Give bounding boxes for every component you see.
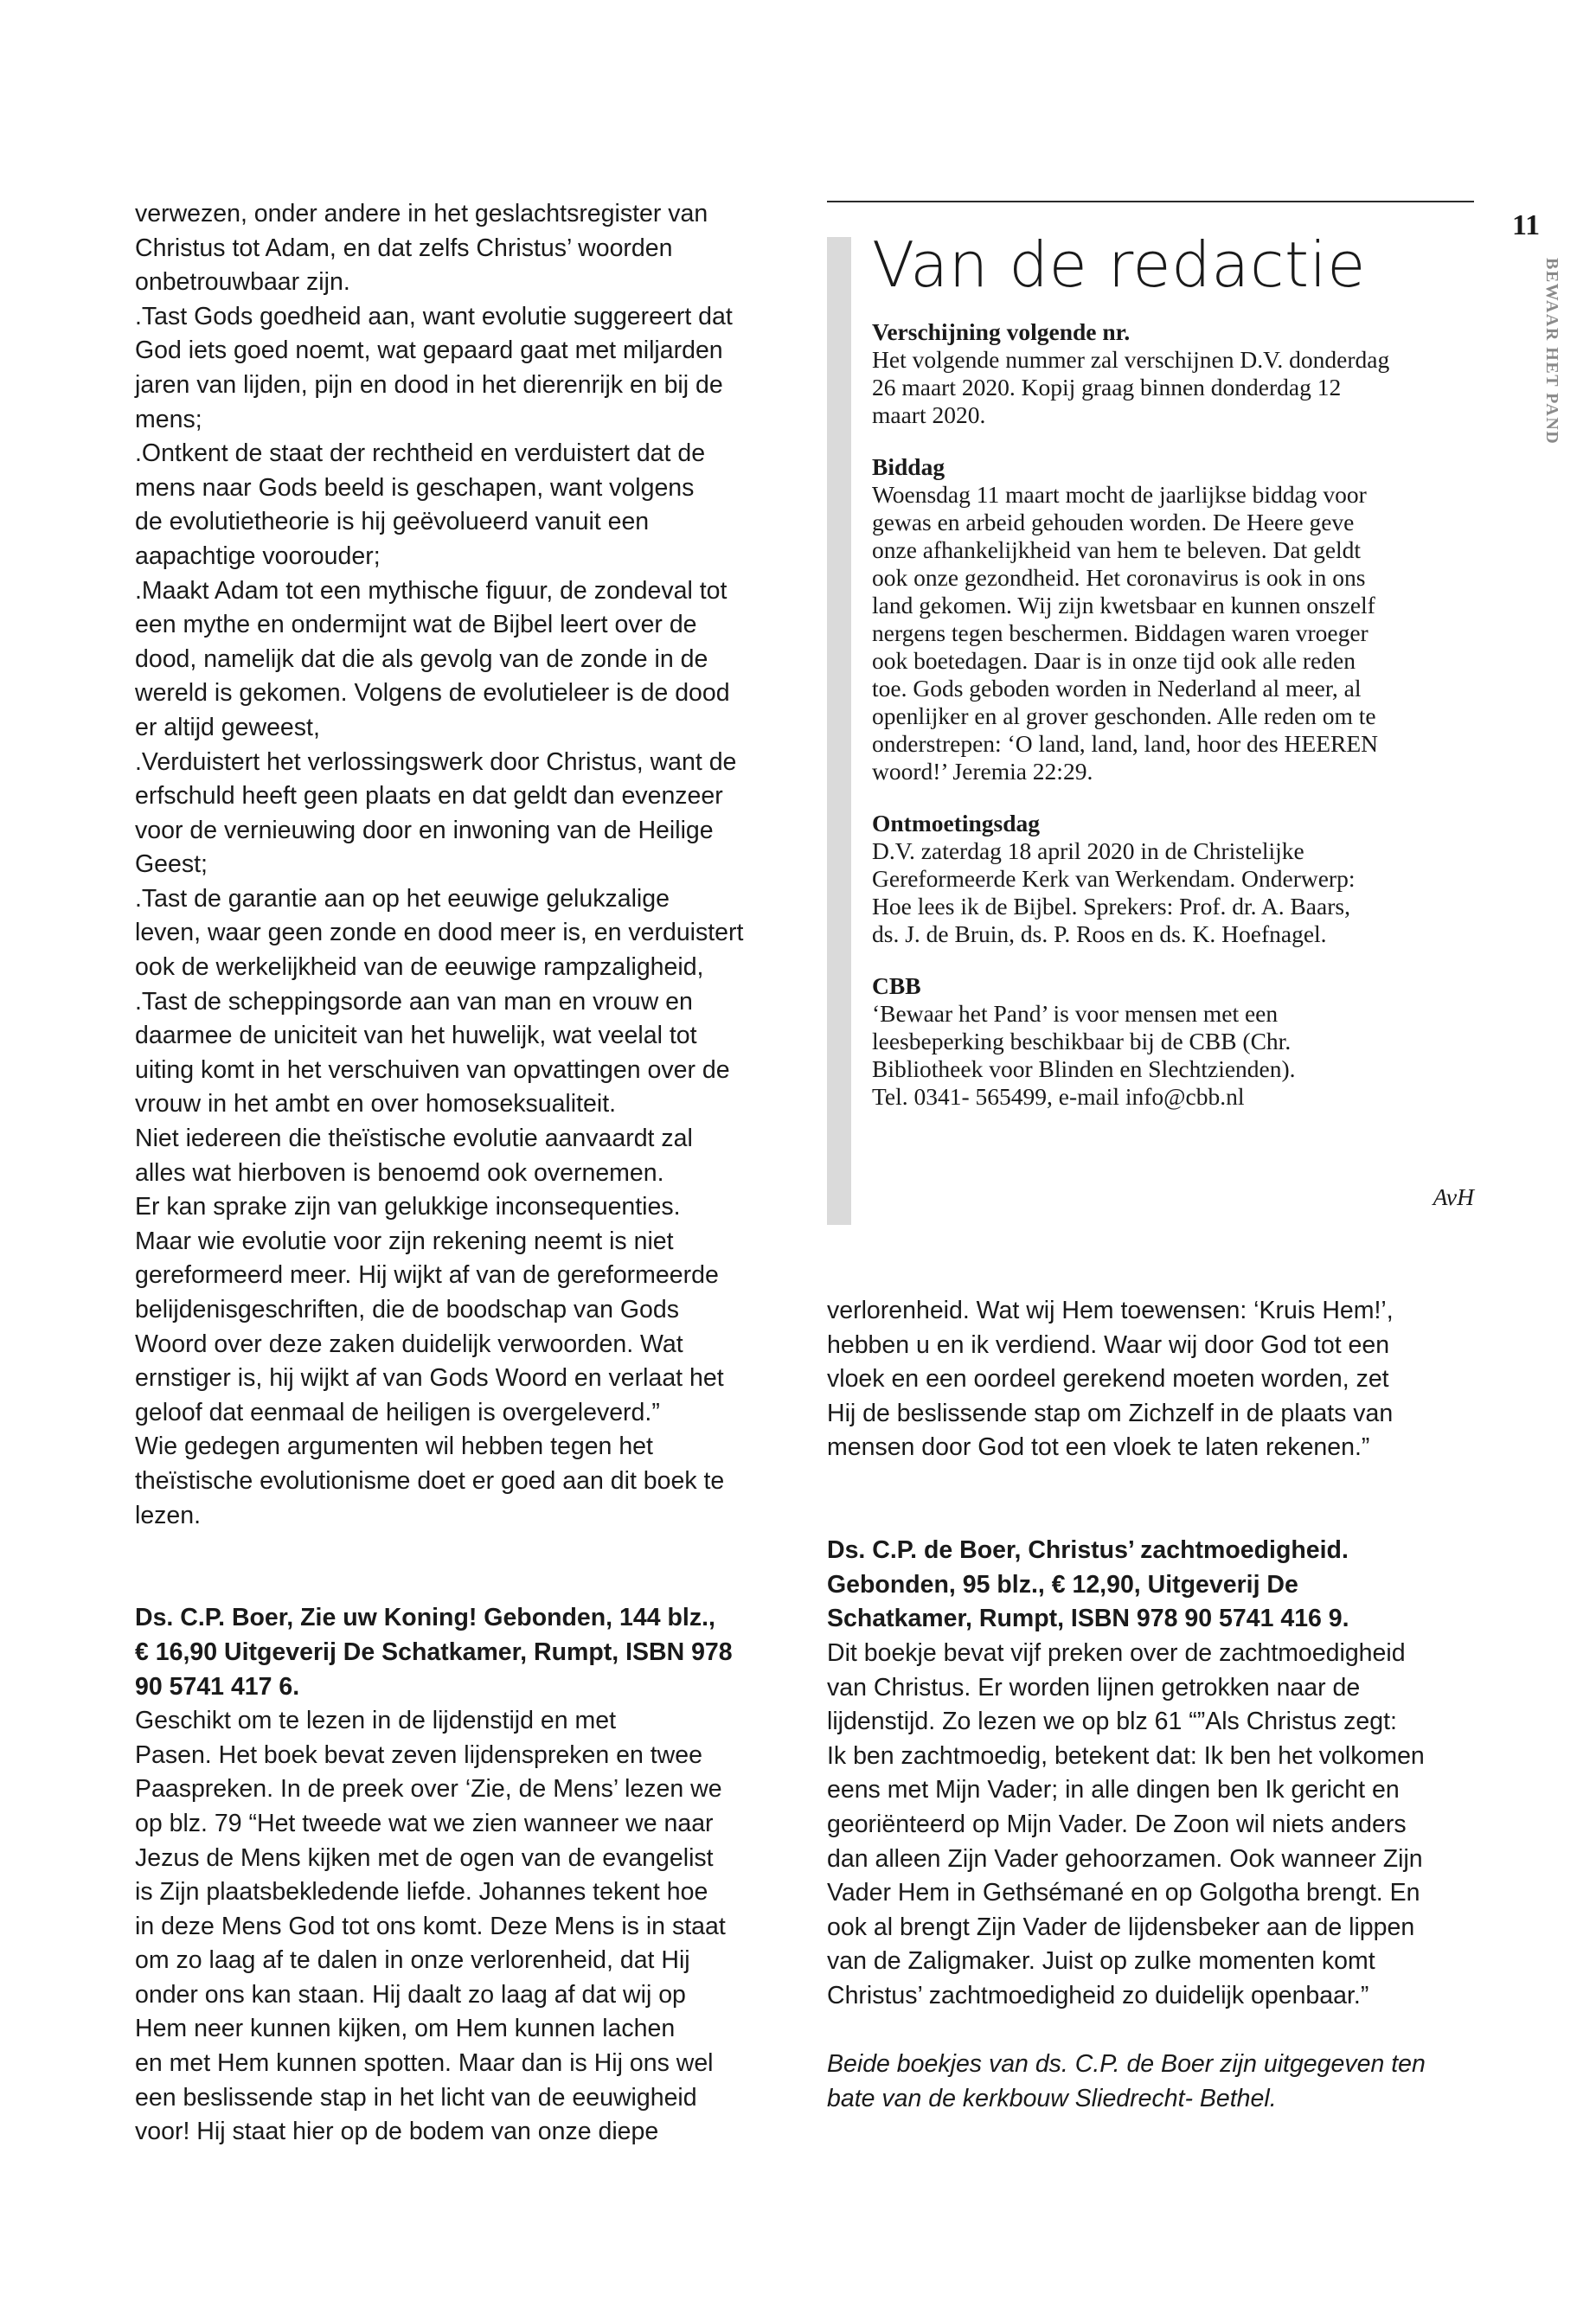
section-line: gewas en arbeid gehouden worden. De Heere geve xyxy=(872,509,1355,535)
text-line: vrouw in het ambt en over homoseksualiteit. xyxy=(135,1090,617,1118)
text-line: Christus’ zachtmoedigheid zo duidelijk openbaar.” xyxy=(827,1981,1369,2009)
section-heading: Ontmoetingsdag xyxy=(872,810,1041,836)
text-line: er altijd geweest, xyxy=(135,713,320,741)
text-line: daarmee de uniciteit van het huwelijk, wat veelal tot xyxy=(135,1022,697,1050)
left-column xyxy=(135,197,792,2150)
section-line: 26 maart 2020. Kopij graag binnen donderdag 12 xyxy=(872,374,1342,401)
text-line: God iets goed noemt, wat gepaard gaat met miljarden xyxy=(135,336,723,365)
text-line: ook de werkelijkheid van de eeuwige rampzaligheid, xyxy=(135,953,704,982)
text-line: ook al brengt Zijn Vader de lijdensbeker aan de lippen xyxy=(827,1913,1415,1941)
section-line: ds. J. de Bruin, ds. P. Roos en ds. K. Hoefnagel. xyxy=(872,920,1327,947)
text-line: verlorenheid. Wat wij Hem toewensen: ‘Kruis Hem!’, xyxy=(827,1297,1394,1324)
text-line: .Maakt Adam tot een mythische figuur, de zondeval tot xyxy=(135,576,727,605)
text-line: Gebonden, 95 blz., € 12,90, Uitgeverij De xyxy=(827,1570,1298,1599)
text-line: .Ontkent de staat der rechtheid en verduistert dat de xyxy=(135,439,706,468)
section-line: onderstrepen: ‘O land, land, land, hoor des HEEREN xyxy=(872,730,1378,757)
text-line: een mythe en ondermijnt wat de Bijbel leert over de xyxy=(135,611,697,639)
text-line: Christus tot Adam, en dat zelfs Christus’ woorden xyxy=(135,234,673,262)
text-line: Maar wie evolutie voor zijn rekening neemt is niet xyxy=(135,1227,674,1255)
text-line: bate van de kerkbouw Sliedrecht- Bethel. xyxy=(827,2084,1277,2112)
text-line: Er kan sprake zijn van gelukkige inconsequenties. xyxy=(135,1193,681,1221)
section-line: woord!’ Jeremia 22:29. xyxy=(872,758,1093,785)
text-line: belijdenisgeschriften, die de boodschap van Gods xyxy=(135,1296,680,1324)
text-line: hebben u en ik verdiend. Waar wij door God tot een xyxy=(827,1330,1390,1359)
text-line: wereld is gekomen. Volgens de evolutieleer is de dood xyxy=(135,679,730,708)
book-review-zachtmoedigheid xyxy=(827,1637,1484,2014)
signature: AvH xyxy=(1433,1183,1474,1210)
left-text xyxy=(135,197,792,1533)
section-heading: Verschijning volgende nr. xyxy=(872,318,1131,345)
text-line: onbetrouwbaar zijn. xyxy=(135,268,350,297)
section-line: toe. Gods geboden worden in Nederland al meer, al xyxy=(872,675,1362,702)
text-line: en met Hem kunnen spotten. Maar dan is Hij ons wel xyxy=(135,2049,714,2078)
text-line: vloek en een oordeel gerekend moeten worden, zet xyxy=(827,1365,1389,1394)
redactie-box xyxy=(872,318,1477,1111)
text-line: in deze Mens God tot ons komt. Deze Mens is in staat xyxy=(135,1912,726,1940)
text-line: 90 5741 417 6. xyxy=(135,1672,300,1701)
text-line: Ik ben zachtmoedig, betekent dat: Ik ben het volkomen xyxy=(827,1741,1425,1770)
section-line: D.V. zaterdag 18 april 2020 in de Christelijke xyxy=(872,837,1304,864)
text-line: Woord over deze zaken duidelijk verwoorden. Wat xyxy=(135,1330,683,1358)
text-line: .Verduistert het verlossingswerk door Christus, want de xyxy=(135,747,737,776)
section-line: nergens tegen beschermen. Biddagen waren vroeger xyxy=(872,619,1368,646)
text-line: € 16,90 Uitgeverij De Schatkamer, Rumpt, ISBN 978 xyxy=(135,1638,733,1666)
text-line: Vader Hem in Gethsémané en op Golgotha brengt. En xyxy=(827,1879,1420,1907)
section-line: openlijker en al grover geschonden. Alle reden om te xyxy=(872,702,1376,729)
text-line: Dit boekje bevat vijf preken over de zachtmoedigheid xyxy=(827,1638,1406,1667)
text-line: is Zijn plaatsbekledende liefde. Johannes tekent hoe xyxy=(135,1878,708,1907)
text-line: van de Zaligmaker. Juist op zulke momenten komt xyxy=(827,1947,1375,1976)
text-line: Beide boekjes van ds. C.P. de Boer zijn uitgegeven ten xyxy=(827,2050,1426,2079)
text-line: eens met Mijn Vader; in alle dingen ben Ik gericht en xyxy=(827,1776,1400,1804)
text-line: theïstische evolutionisme doet er goed aan dit boek te xyxy=(135,1466,725,1495)
text-line: Niet iedereen die theïstische evolutie aanvaardt zal xyxy=(135,1125,693,1153)
text-line: de evolutietheorie is hij geëvolueerd vanuit een xyxy=(135,508,650,536)
section-line: Het volgende nummer zal verschijnen D.V. donderdag xyxy=(872,346,1390,373)
text-line: lijdenstijd. Zo lezen we op blz 61 “”Als Christus zegt: xyxy=(827,1708,1397,1736)
text-line: Hem neer kunnen kijken, om Hem kunnen lachen xyxy=(135,2015,676,2043)
text-line: dood, namelijk dat die als gevolg van de zonde in de xyxy=(135,644,708,673)
section-line: maart 2020. xyxy=(872,401,986,428)
text-line: gereformeerd meer. Hij wijkt af van de gereformeerde xyxy=(135,1261,719,1290)
top-rule xyxy=(827,201,1474,202)
section-heading: CBB xyxy=(872,972,921,999)
text-line: .Tast Gods goedheid aan, want evolutie suggereert dat xyxy=(135,302,733,330)
text-line: mens; xyxy=(135,405,202,433)
text-line: aapachtige voorouder; xyxy=(135,542,381,570)
section-line: onze afhankelijkheid van hem te beleven. Dat geldt xyxy=(872,536,1362,563)
section-line: leesbeperking beschikbaar bij de CBB (Chr. xyxy=(872,1028,1292,1054)
text-line: lezen. xyxy=(135,1501,202,1529)
section-line: Bibliotheek voor Blinden en Slechtzienden). xyxy=(872,1055,1296,1082)
text-line: georiënteerd op Mijn Vader. De Zoon wil niets anders xyxy=(827,1810,1407,1838)
text-line: een beslissende stap in het licht van de eeuwigheid xyxy=(135,2083,697,2112)
section-line: Hoe lees ik de Bijbel. Sprekers: Prof. dr. A. Baars, xyxy=(872,893,1350,920)
page-number: 11 xyxy=(1512,209,1541,241)
text-line: Schatkamer, Rumpt, ISBN 978 90 5741 416 9. xyxy=(827,1605,1349,1633)
section-line: ook boetedagen. Daar is in onze tijd ook alle reden xyxy=(872,647,1356,674)
text-line: Jezus de Mens kijken met de ogen van de evangelist xyxy=(135,1843,714,1872)
book-heading-zie-uw-koning xyxy=(135,1601,792,1704)
section-line: Tel. 0341- 565499, e-mail info@cbb.nl xyxy=(872,1083,1245,1110)
section-line: Gereformeerde Kerk van Werkendam. Onderwerp: xyxy=(872,865,1356,892)
text-line: voor de vernieuwing door en inwoning van de Heilige xyxy=(135,816,714,844)
text-line: Geschikt om te lezen in de lijdenstijd en met xyxy=(135,1707,617,1735)
text-line: Hij de beslissende stap om Zichzelf in de plaats van xyxy=(827,1399,1394,1427)
sidebar-gray-bar xyxy=(827,237,851,1225)
text-line: Paaspreken. In de preek over ‘Zie, de Mens’ lezen we xyxy=(135,1775,722,1804)
text-line: Geest; xyxy=(135,850,208,879)
section-line: land gekomen. Wij zijn kwetsbaar en kunnen onszelf xyxy=(872,592,1375,619)
text-line: mens naar Gods beeld is geschapen, want volgens xyxy=(135,473,695,502)
text-line: om zo laag af te dalen in onze verlorenheid, dat Hij xyxy=(135,1946,690,1975)
text-line: leven, waar geen zonde en dood meer is, en verduistert xyxy=(135,919,744,947)
text-line: .Tast de garantie aan op het eeuwige gelukzalige xyxy=(135,884,670,913)
section-line: Woensdag 11 maart mocht de jaarlijkse biddag voor xyxy=(872,481,1367,508)
book-heading-zachtmoedigheid xyxy=(827,1534,1484,1637)
text-line: uiting komt in het verschuiven van opvattingen over de xyxy=(135,1055,730,1084)
text-line: onder ons kan staan. Hij daalt zo laag af dat wij op xyxy=(135,1980,686,2009)
text-line: verwezen, onder andere in het geslachtsregister van xyxy=(135,200,708,228)
text-line: mensen door God tot een vloek te laten rekenen.” xyxy=(827,1433,1370,1462)
section-line: ‘Bewaar het Pand’ is voor mensen met een xyxy=(872,1000,1279,1027)
text-line: Wie gedegen argumenten wil hebben tegen het xyxy=(135,1433,653,1461)
text-line: Pasen. Het boek bevat zeven lijdenspreken en twee xyxy=(135,1740,702,1769)
text-line: voor! Hij staat hier op de bodem van onze diepe xyxy=(135,2118,659,2146)
text-line: geloof dat eenmaal de heiligen is overgeleverd.” xyxy=(135,1398,660,1426)
text-line: op blz. 79 “Het tweede wat we zien wanneer we naar xyxy=(135,1809,714,1837)
running-title: BEWAAR HET PAND xyxy=(1542,258,1561,445)
right-text xyxy=(827,1294,1484,1465)
text-line: Ds. C.P. Boer, Zie uw Koning! Gebonden, 144 blz., xyxy=(135,1604,715,1632)
section-line: ook onze gezondheid. Het coronavirus is ook in ons xyxy=(872,564,1366,591)
right-column xyxy=(827,1294,1484,2116)
text-line: Ds. C.P. de Boer, Christus’ zachtmoedigheid. xyxy=(827,1536,1349,1565)
section-heading: Biddag xyxy=(872,453,945,480)
text-line: van Christus. Er worden lijnen getrokken naar de xyxy=(827,1673,1361,1702)
text-line: .Tast de scheppingsorde aan van man en vrouw en xyxy=(135,987,693,1016)
book-review-zie-uw-koning xyxy=(135,1704,792,2150)
text-line: dan alleen Zijn Vader gehoorzamen. Ook wanneer Zijn xyxy=(827,1844,1423,1873)
text-line: alles wat hierboven is benoemd ook overnemen. xyxy=(135,1158,664,1187)
text-line: erfschuld heeft geen plaats en dat geldt dan evenzeer xyxy=(135,782,723,811)
publication-note xyxy=(827,2048,1484,2116)
redactie-title: Van de redactie xyxy=(872,228,1366,301)
text-line: jaren van lijden, pijn en dood in het dierenrijk en bij de xyxy=(135,370,723,399)
text-line: ernstiger is, hij wijkt af van Gods Woord en verlaat het xyxy=(135,1364,724,1393)
